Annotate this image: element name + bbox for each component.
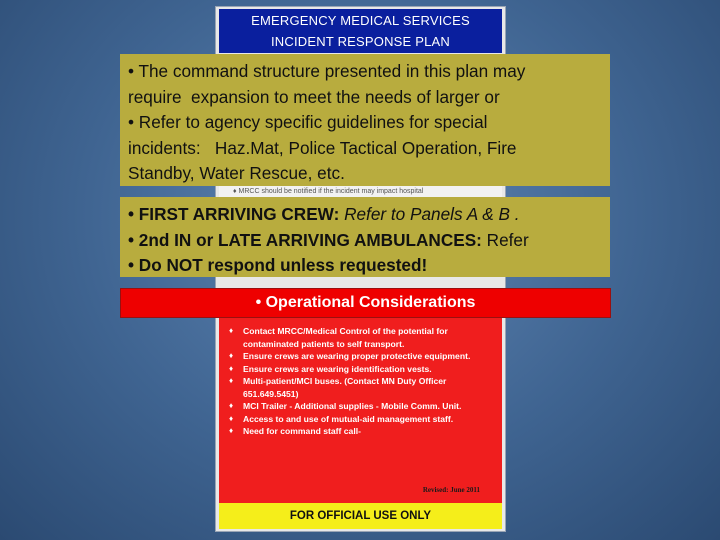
partial-line-text: MRCC should be notified if the incident may impact hospital bbox=[238, 188, 424, 195]
document-header bbox=[219, 9, 502, 53]
official-use-footer: FOR OFFICIAL USE ONLY bbox=[219, 503, 502, 529]
list-item: ♦ Ensure crews are wearing proper protective equipment. bbox=[229, 351, 471, 361]
list-item: ♦ MCI Trailer - Additional supplies - Mobile Comm. Unit. bbox=[229, 401, 462, 411]
command-structure-callout bbox=[120, 54, 610, 186]
do-not-respond-text: • Do NOT respond unless requested! bbox=[128, 255, 428, 276]
diamond-bullet-icon: ♦ bbox=[229, 363, 234, 373]
list-item: ♦ Contact MRCC/Medical Control of the potential for contaminated patients to self transport. bbox=[229, 326, 448, 349]
callout-line: require expansion to meet the needs of larger or bbox=[128, 86, 500, 107]
revised-date: Revised: June 2011 bbox=[422, 486, 480, 494]
callout-line: • The command structure presented in this plan may bbox=[128, 61, 526, 81]
callout-line bbox=[128, 202, 602, 228]
list-item: ♦ Multi-patient/MCI buses. (Contact MN Duty Officer 651.649.5451) bbox=[229, 376, 447, 399]
considerations-panel bbox=[219, 317, 502, 503]
considerations-list bbox=[219, 317, 502, 438]
first-arriving-label: • FIRST ARRIVING CREW: bbox=[128, 204, 340, 224]
first-arriving-text: Refer to Panels A & B . bbox=[339, 204, 520, 224]
document-header-line2: INCIDENT RESPONSE PLAN bbox=[271, 34, 450, 49]
diamond-bullet-icon: ♦ bbox=[229, 426, 234, 435]
operational-considerations-bar: • Operational Considerations bbox=[120, 288, 611, 318]
late-arriving-text: Refer bbox=[481, 229, 529, 250]
diamond-bullet-icon: ♦ bbox=[229, 401, 234, 410]
callout-line bbox=[128, 228, 602, 254]
list-item: ♦ Ensure crews are wearing identification vests. bbox=[229, 363, 432, 374]
late-arriving-label: • 2nd IN or LATE ARRIVING AMBULANCES: bbox=[128, 229, 482, 250]
document-header-line1: EMERGENCY MEDICAL SERVICES bbox=[251, 13, 470, 28]
list-item: ♦ Need for command staff call- bbox=[229, 426, 361, 436]
diamond-bullet-icon: ♦ bbox=[233, 188, 237, 195]
callout-line: incidents: Haz.Mat, Police Tactical Operation, Fire bbox=[128, 137, 517, 158]
diamond-bullet-icon: ♦ bbox=[229, 376, 234, 385]
arriving-crew-callout bbox=[120, 197, 610, 277]
callout-line: Standby, Water Rescue, etc. bbox=[128, 163, 345, 184]
callout-line: • Refer to agency specific guidelines for special bbox=[128, 112, 488, 133]
diamond-bullet-icon: ♦ bbox=[229, 351, 234, 360]
callout-line bbox=[128, 253, 602, 279]
list-item: ♦ Access to and use of mutual-aid management staff. bbox=[229, 413, 454, 424]
diamond-bullet-icon: ♦ bbox=[229, 326, 234, 335]
diamond-bullet-icon: ♦ bbox=[229, 413, 234, 423]
